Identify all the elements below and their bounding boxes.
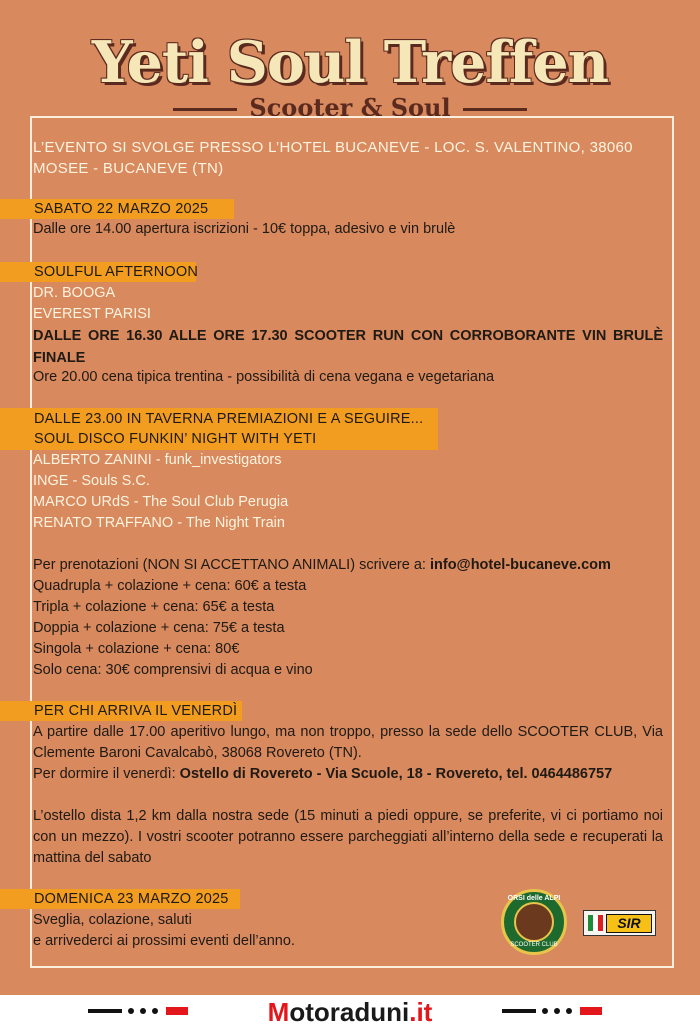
subtitle-rule-right <box>463 108 527 111</box>
scooter-run: DALLE ORE 16.30 ALLE ORE 17.30 SCOOTER RUN CON CORROBORANTE VIN BRULÈ FINALE <box>33 328 663 366</box>
brand-m: M <box>267 997 290 1027</box>
orsi-delle-alpi-logo <box>501 889 567 955</box>
sir-logo-text: SIR <box>606 914 652 933</box>
booking-intro: Per prenotazioni (NON SI ACCETTANO ANIMALI) scrivere a: <box>33 557 430 573</box>
sunday-line-1: Sveglia, colazione, saluti <box>33 912 192 928</box>
sunday-heading: DOMENICA 23 MARZO 2025 <box>34 891 229 907</box>
dj-sep: - <box>68 473 82 489</box>
dj-name: ALBERTO ZANINI <box>33 452 152 468</box>
friday-hostel-address: Ostello di Rovereto - Via Scuole, 18 - Rovereto, tel. 0464486757 <box>179 766 613 782</box>
price-doppia: Doppia + colazione + cena: 75€ a testa <box>33 620 285 636</box>
club-logo-top-text: ORSI delle ALPI <box>507 895 561 902</box>
saturday-heading: SABATO 22 MARZO 2025 <box>34 201 209 217</box>
dj-name: RENATO TRAFFANO <box>33 515 174 531</box>
dj-sep: - <box>129 494 143 510</box>
saturday-registration: Dalle ore 14.00 apertura iscrizioni - 10€ toppa, adesivo e vin brulè <box>33 221 456 237</box>
bear-icon <box>514 902 554 942</box>
price-quadrupla: Quadrupla + colazione + cena: 60€ a testa <box>33 578 307 594</box>
footer-bar <box>0 995 700 1028</box>
dj-sep: - <box>151 452 165 468</box>
afternoon-heading: SOULFUL AFTERNOON <box>34 264 198 280</box>
night-heading-2: SOUL DISCO FUNKIN’ NIGHT WITH YETI <box>34 431 317 447</box>
italian-flag-icon <box>588 915 604 931</box>
subtitle-scooter: Scooter <box>249 93 353 122</box>
dj-line <box>33 492 663 513</box>
booking-email-link[interactable]: info@hotel-bucaneve.com <box>429 557 611 573</box>
dj-dr-booga: DR. BOOGA <box>33 285 116 301</box>
dj-name: MARCO URdS <box>33 494 130 510</box>
event-title: Yeti Soul Treffen <box>91 29 609 96</box>
dj-club: funk_investigators <box>164 452 282 468</box>
dj-line <box>33 450 663 471</box>
subtitle-rule-left <box>173 108 237 111</box>
friday-aperitivo: A partire dalle 17.00 aperitivo lungo, ma non troppo, presso la sede dello SCOOTER CLUB, Via Clemente Baroni Cavalcabò, 38068 Rovereto (TN). <box>33 724 663 761</box>
price-solo-cena: Solo cena: 30€ comprensivi di acqua e vino <box>33 662 313 678</box>
brand-rest: otoraduni <box>289 997 410 1027</box>
sir-logo <box>583 910 656 936</box>
booking-line <box>33 555 663 576</box>
friday-hostel <box>33 764 663 785</box>
dj-name: INGE <box>33 473 69 489</box>
dj-line <box>33 471 663 492</box>
friday-distance: L’ostello dista 1,2 km dalla nostra sede (15 minuti a piedi oppure, se preferite, vi ci portiamo noi con un mezzo). I vostri scooter potranno essere parcheggiati all’interno della sede e recuperati la mattina del sabato <box>33 808 663 866</box>
friday-hostel-label: Per dormire il venerdì: <box>33 766 180 782</box>
venue-info: L’EVENTO SI SVOLGE PRESSO L’HOTEL BUCANEVE - LOC. S. VALENTINO, 38060 MOSEE - BUCANEVE (TN) <box>33 139 633 177</box>
brand-it: .it <box>409 997 433 1027</box>
club-logo-bottom-text: SCOOTER CLUB <box>510 942 558 948</box>
dj-club: The Night Train <box>185 515 285 531</box>
price-tripla: Tripla + colazione + cena: 65€ a testa <box>33 599 275 615</box>
dj-everest-parisi: EVEREST PARISI <box>33 306 151 322</box>
sunday-line-2: e arrivederci ai prossimi eventi dell’anno. <box>33 933 295 949</box>
dj-club: Souls S.C. <box>81 473 150 489</box>
dj-club: The Soul Club Perugia <box>142 494 289 510</box>
night-heading-1: DALLE 23.00 IN TAVERNA PREMIAZIONI E A SEGUIRE... <box>34 411 424 427</box>
friday-heading: PER CHI ARRIVA IL VENERDÌ <box>34 703 238 719</box>
footer-decoration-right <box>502 1005 612 1017</box>
subtitle-amp: & <box>360 93 383 122</box>
dinner-info: Ore 20.00 cena tipica trentina - possibilità di cena vegana e vegetariana <box>33 369 495 385</box>
dj-line <box>33 513 663 534</box>
dj-sep: - <box>173 515 186 531</box>
price-singola: Singola + colazione + cena: 80€ <box>33 641 240 657</box>
subtitle-soul: Soul <box>390 93 451 122</box>
